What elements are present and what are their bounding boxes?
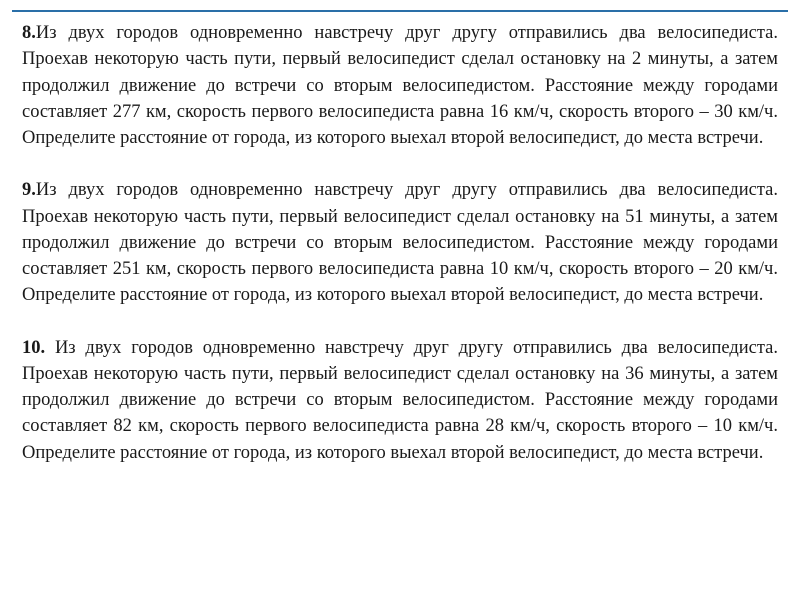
header-divider bbox=[12, 10, 788, 12]
problem-item bbox=[22, 177, 778, 308]
problem-number: 8. bbox=[22, 23, 36, 43]
problem-number: 9. bbox=[22, 180, 36, 201]
problem-text: Из двух городов одновременно навстречу друг другу отправились два велосипедиста. Проехав некоторую часть пути, первый велосипедист сделал остановку на 51 минуты, а затем продолжил движение до встречи со вторым велосипедистом. Расстояние между городами составляет 251 км, скорость первого велосипедиста равна 10 км/ч, скорость второго – 20 км/ч. Определите расстояние от города, из которого выехал второй велосипедист, до места встречи. bbox=[22, 180, 778, 306]
problem-number: 10. bbox=[22, 337, 46, 358]
problem-paragraph bbox=[22, 177, 778, 308]
problem-item bbox=[22, 335, 778, 466]
problem-text: Из двух городов одновременно навстречу друг другу отправились два велосипедиста. Проехав некоторую часть пути, первый велосипедист сделал остановку на 2 минуты, а затем продолжил движение до встречи со вторым велосипедистом. Расстояние между городами составляет 277 км, скорость первого велосипедиста равна 16 км/ч, скорость второго – 30 км/ч. Определите расстояние от города, из которого выехал второй велосипедист, до места встречи. bbox=[22, 23, 778, 149]
problem-number-space bbox=[45, 338, 55, 358]
problem-paragraph bbox=[22, 335, 778, 466]
problem-paragraph bbox=[22, 20, 778, 151]
problem-list bbox=[22, 0, 778, 466]
problem-item bbox=[22, 20, 778, 151]
problem-text: Из двух городов одновременно навстречу друг другу отправились два велосипедиста. Проехав некоторую часть пути, первый велосипедист сделал остановку на 36 минуты, а затем продолжил движение до встречи со вторым велосипедистом. Расстояние между городами составляет 82 км, скорость первого велосипедиста равна 28 км/ч, скорость второго – 10 км/ч. Определите расстояние от города, из которого выехал второй велосипедист, до места встречи. bbox=[22, 337, 779, 463]
